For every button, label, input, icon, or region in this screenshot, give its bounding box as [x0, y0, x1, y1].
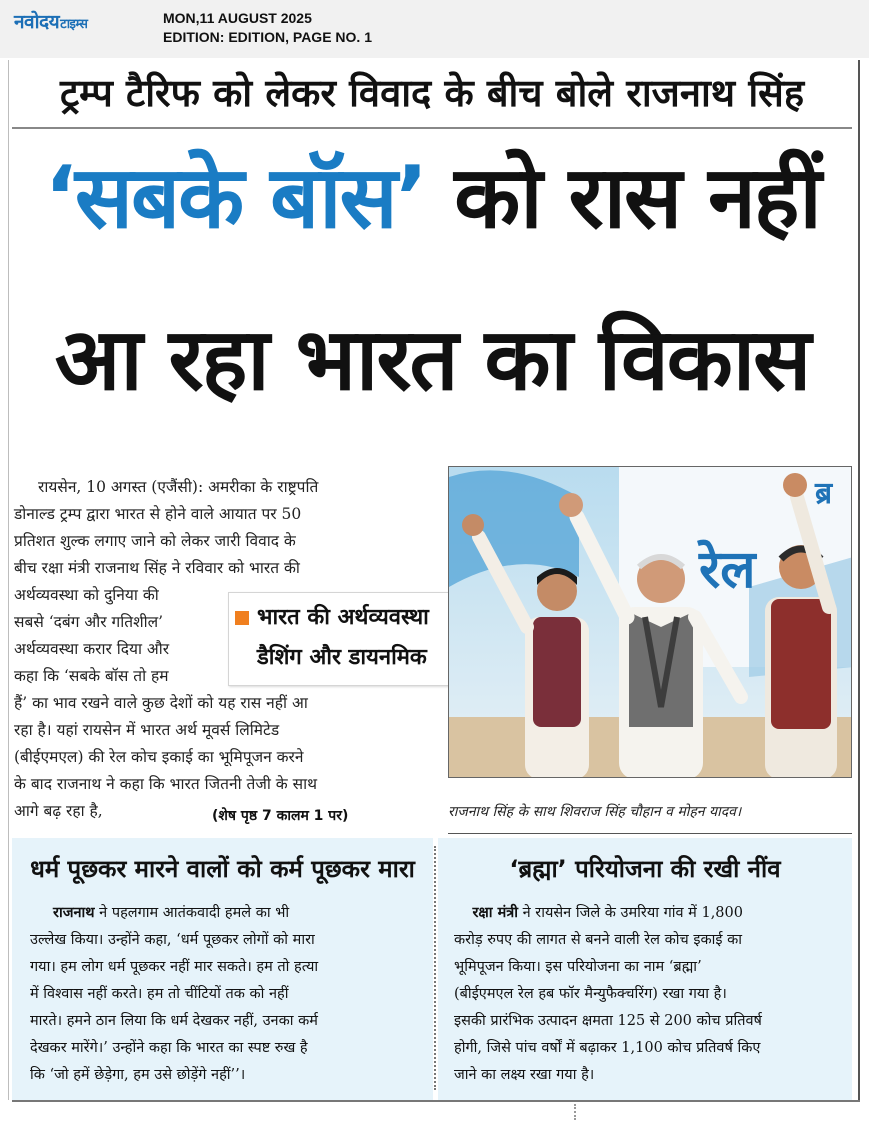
box-right-title: ‘ब्रह्मा’ परियोजना की रखी नींव	[509, 855, 781, 883]
pull-quote-line-1: भारत की अर्थव्यवस्था	[257, 605, 429, 630]
box-line: इसकी प्रारंभिक उत्पादन क्षमता 125 से 200 कोच प्रतिवर्ष	[454, 1013, 762, 1029]
column-separator	[574, 1104, 576, 1120]
pull-quote-line-2: डैशिंग और डायनमिक	[257, 645, 427, 670]
box-line	[454, 900, 844, 927]
page-border-right	[858, 60, 860, 1100]
box-lead-word: राजनाथ	[53, 905, 95, 921]
edition-meta	[163, 9, 372, 47]
sidebar-box-left	[12, 838, 433, 1100]
newspaper-logo	[14, 8, 87, 34]
page-border-left	[8, 60, 9, 1100]
box-line: देखकर मारेंगे।’ उन्होंने कहा कि भारत का स्पष्ट रुख है	[30, 1040, 308, 1056]
logo-main-text: नवोदय	[14, 11, 60, 33]
box-line-text: ने रायसेन जिले के उमरिया गांव में 1,800	[518, 905, 743, 921]
box-line: मारते। हमने ठान लिया कि धर्म देखकर नहीं, उनका कर्म	[30, 1013, 318, 1029]
box-line: करोड़ रुपए की लागत से बनने वाली रेल कोच इकाई का	[454, 932, 742, 948]
box-left-body	[30, 900, 420, 1089]
box-line	[30, 900, 420, 927]
bottom-divider	[12, 1100, 860, 1102]
body-line: डोनाल्ड ट्रम्प द्वारा भारत से होने वाले आयात पर 50	[14, 505, 302, 523]
sidebar-box-right	[438, 838, 852, 1100]
photo-sign-text-2: ब्र	[815, 476, 833, 511]
body-line: अर्थव्यवस्था करार दिया और	[14, 640, 170, 658]
logo-sub-text: टाइम्स	[60, 17, 88, 32]
continued-note: (शेष पृष्ठ 7 कालम 1 पर)	[212, 808, 349, 824]
body-line: बीच रक्षा मंत्री राजनाथ सिंह ने रविवार को भारत की	[14, 559, 300, 577]
box-left-title: धर्म पूछकर मारने वालों को कर्म पूछकर मारा	[30, 855, 415, 883]
body-line: रहा है। यहां रायसेन में भारत अर्थ मूवर्स लिमिटेड	[14, 721, 280, 739]
column-separator	[434, 846, 436, 1090]
square-bullet-icon	[235, 611, 249, 625]
body-line: (बीईएमएल) की रेल कोच इकाई का भूमिपूजन करने	[14, 748, 304, 766]
main-headline-line-2: आ रहा भारत का विकास	[54, 310, 810, 410]
photo-caption: राजनाथ सिंह के साथ शिवराज सिंह चौहान व मोहन यादव।	[448, 804, 742, 820]
kicker-headline: ट्रम्प टैरिफ को लेकर विवाद के बीच बोले राजनाथ सिंह	[59, 71, 805, 115]
box-line: भूमिपूजन किया। इस परियोजना का नाम ‘ब्रह्मा’	[454, 959, 702, 975]
box-line: गया। हम लोग धर्म पूछकर नहीं मार सकते। हम तो हत्या	[30, 959, 319, 975]
headline-highlight: ‘सबके बॉस’	[44, 148, 427, 248]
body-line: कहा कि ‘सबके बॉस तो हम	[14, 667, 169, 685]
photo-sign-text: रेल	[699, 540, 756, 600]
box-right-body	[454, 900, 844, 1089]
body-line: आगे बढ़ रहा है,	[14, 802, 103, 820]
main-headline-line-1	[12, 138, 852, 258]
body-line: के बाद राजनाथ ने कहा कि भारत जितनी तेजी के साथ	[14, 775, 318, 793]
body-line: अर्थव्यवस्था को दुनिया की	[14, 586, 159, 604]
body-line: प्रतिशत शुल्क लगाए जाने को लेकर जारी विवाद के	[14, 532, 296, 550]
box-line: होगी, जिसे पांच वर्षों में बढ़ाकर 1,100 कोच प्रतिवर्ष किए	[454, 1040, 761, 1056]
headline-rest: को रास नहीं	[426, 148, 820, 248]
divider	[12, 127, 852, 129]
box-line: जाने का लक्ष्य रखा गया है।	[454, 1067, 595, 1083]
body-line: सबसे ‘दबंग और गतिशील’	[14, 613, 164, 631]
box-line: कि ‘जो हमें छेड़ेगा, हम उसे छोड़ेंगे नहीं’’।	[30, 1067, 246, 1083]
body-line: रायसेन, 10 अगस्त (एजैंसी): अमरीका के राष्ट्रपति	[38, 478, 319, 496]
box-line: में विश्वास नहीं करते। हम तो चींटियों तक को नहीं	[30, 986, 289, 1002]
box-line: (बीईएमएल रेल हब फॉर मैन्युफैक्चरिंग) रखा गया है।	[454, 986, 727, 1002]
box-lead-word: रक्षा मंत्री	[472, 905, 518, 921]
body-line: हैं’ का भाव रखने वाले कुछ देशों को यह रास नहीं आ	[14, 694, 308, 712]
masthead-bar	[0, 0, 869, 58]
issue-date: MON,11 AUGUST 2025	[163, 10, 312, 26]
box-line: उल्लेख किया। उन्होंने कहा, ‘धर्म पूछकर लोगों को मारा	[30, 932, 315, 948]
news-photo	[448, 466, 852, 778]
box-line-text: ने पहलगाम आतंकवादी हमले का भी	[94, 905, 290, 921]
photo-illustration	[449, 467, 852, 778]
divider	[448, 833, 852, 834]
edition-info: EDITION: EDITION, PAGE NO. 1	[163, 29, 372, 45]
